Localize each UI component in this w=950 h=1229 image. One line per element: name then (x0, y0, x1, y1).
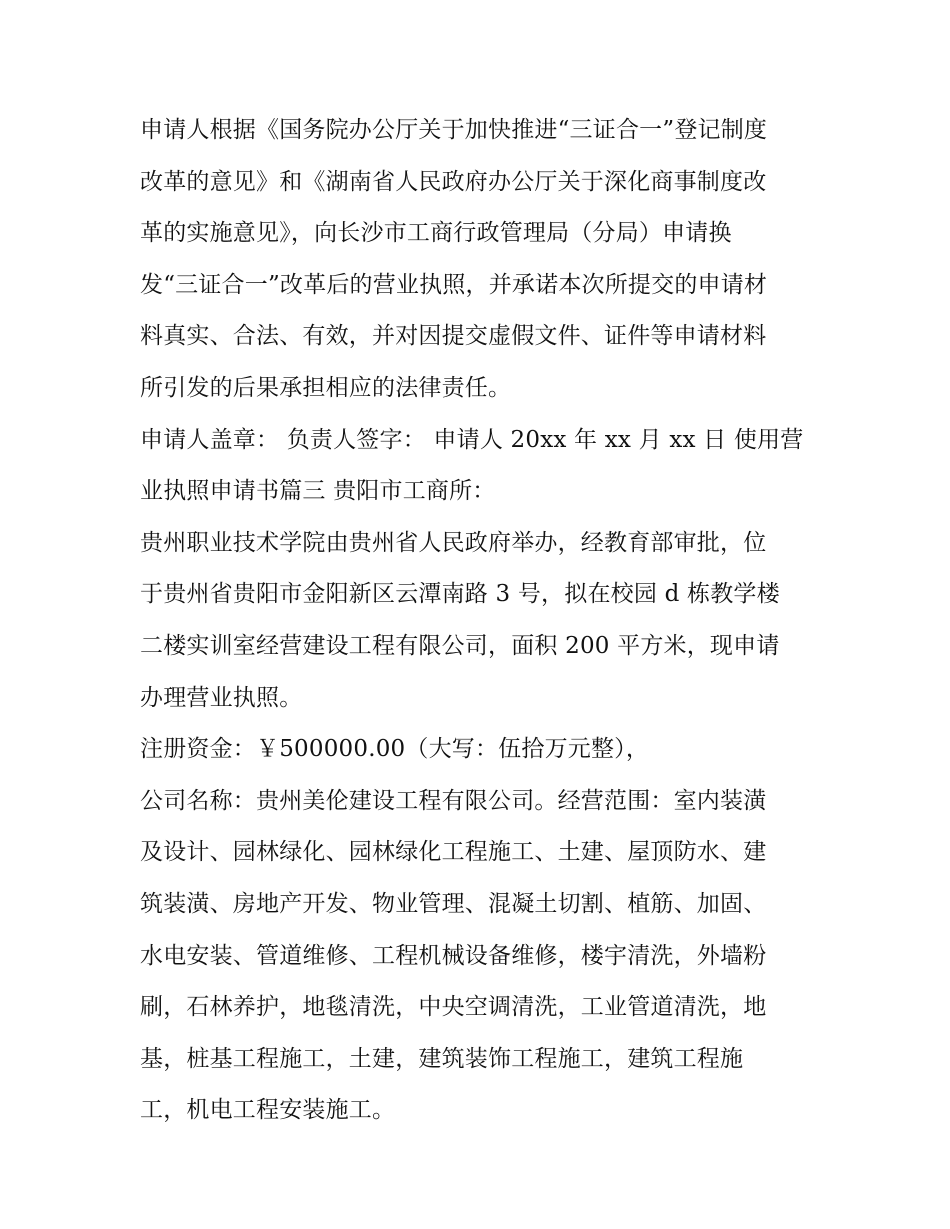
text-line: 水电安装、管道维修、工程机械设备维修，楼宇清洗，外墙粉 (140, 942, 767, 969)
text-line: 于贵州省贵阳市金阳新区云潭南路 3 号，拟在校园 d 栋教学楼 (140, 581, 780, 608)
text-line: 工，机电工程安装施工。 (140, 1097, 396, 1124)
text-line: 发“三证合一”改革后的营业执照，并承诺本次所提交的申请材 (140, 271, 768, 298)
text-line: 革的实施意见》，向长沙市工商行政管理局（分局）申请换 (140, 220, 732, 247)
text-line: 筑装潢、房地产开发、物业管理、混凝土切割、植筋、加固、 (140, 890, 767, 917)
text-line: 业执照申请书篇三 贵阳市工商所： (140, 478, 496, 505)
text-line: 公司名称：贵州美伦建设工程有限公司。经营范围：室内装潢 (140, 787, 767, 814)
text-line: 基，桩基工程施工，土建，建筑装饰工程施工，建筑工程施 (140, 1045, 744, 1072)
text-line: 二楼实训室经营建设工程有限公司，面积 200 平方米，现申请 (140, 632, 780, 659)
text-line: 办理营业执照。 (140, 684, 303, 711)
document-body (140, 110, 812, 1142)
text-line: 注册资金：￥500000.00（大写：伍拾万元整）， (140, 736, 650, 763)
text-line: 料真实、合法、有效，并对因提交虚假文件、证件等申请材料 (140, 323, 767, 350)
text-line: 所引发的后果承担相应的法律责任。 (140, 374, 512, 401)
text-line: 申请人根据《国务院办公厅关于加快推进“三证合一”登记制度 (140, 117, 768, 143)
text-line: 申请人盖章： 负责人签字： 申请人 20xx 年 xx 月 xx 日 使用营 (140, 426, 804, 453)
text-line: 及设计、园林绿化、园林绿化工程施工、土建、屋顶防水、建 (140, 839, 767, 866)
text-line: 刷，石林养护，地毯清洗，中央空调清洗，工业管道清洗，地 (140, 994, 767, 1021)
text-line: 贵州职业技术学院由贵州省人民政府举办，经教育部审批，位 (140, 529, 767, 556)
text-line: 改革的意见》和《湖南省人民政府办公厅关于深化商事制度改 (140, 168, 767, 195)
